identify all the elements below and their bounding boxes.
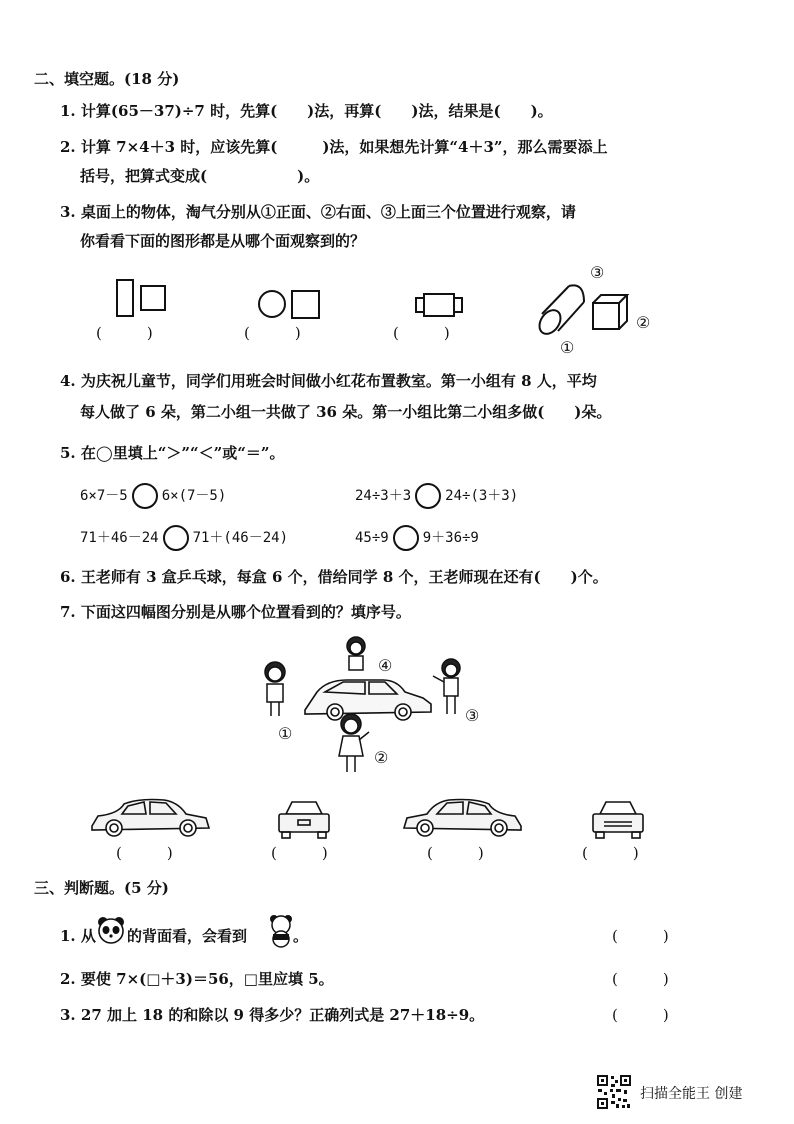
compare-right: 6×(7－5) bbox=[161, 488, 227, 504]
question-3-text-line2: 你看看下面的图形都是从哪个面观察到的？ bbox=[80, 232, 366, 250]
compare-circle[interactable] bbox=[132, 483, 158, 509]
question-5-number: 5. bbox=[60, 444, 76, 462]
label-front-view: ① bbox=[560, 338, 575, 357]
judge-3-answer[interactable]: ( ) bbox=[612, 1006, 669, 1024]
view-figure-2 bbox=[258, 288, 328, 320]
judge-3-text: 27 加上 18 的和除以 9 得多少？正确列式是 27＋18÷9。 bbox=[80, 1006, 485, 1024]
compare-row1-a bbox=[80, 483, 226, 509]
compare-left: 71＋46－24 bbox=[80, 530, 159, 546]
compare-circle[interactable] bbox=[415, 483, 441, 509]
question-2-text-line1: 计算 7×4＋3 时，应该先算( )法，如果想先计算“4＋3”，那么需要添上 bbox=[80, 138, 608, 156]
section-2-title: 二、填空题。(18 分) bbox=[34, 70, 180, 88]
question-4-text-line1: 为庆祝儿童节，同学们用班会时间做小红花布置教室。第一小组有 8 人，平均 bbox=[80, 372, 597, 390]
judge-1 bbox=[60, 925, 96, 946]
view-figure-1 bbox=[115, 278, 175, 318]
question-6-text: 王老师有 3 盒乒乓球，每盒 6 个，借给同学 8 个，王老师现在还有( )个。 bbox=[80, 568, 608, 586]
question-2-line1 bbox=[60, 136, 608, 157]
footer-brand-text: 扫描全能王 创建 bbox=[640, 1086, 743, 1102]
label-top-view: ③ bbox=[590, 263, 605, 282]
compare-right: 9＋36÷9 bbox=[422, 530, 479, 546]
car-side-view-1 bbox=[88, 796, 213, 838]
compare-right: 24÷(3＋3) bbox=[445, 488, 519, 504]
judge-2-answer[interactable]: ( ) bbox=[612, 970, 669, 988]
position-label-1: ① bbox=[278, 724, 293, 743]
compare-row2-b bbox=[355, 525, 479, 551]
person-1-icon bbox=[265, 662, 285, 716]
answer-blank-q7-4[interactable]: ( ) bbox=[582, 844, 639, 862]
question-7 bbox=[60, 601, 411, 622]
answer-blank-q7-1[interactable]: ( ) bbox=[116, 844, 173, 862]
position-label-4: ④ bbox=[378, 656, 393, 675]
answer-blank-q7-2[interactable]: ( ) bbox=[271, 844, 328, 862]
judge-2-text: 要使 7×(□＋3)＝56，□里应填 5。 bbox=[80, 970, 334, 988]
answer-blank-q3-3[interactable]: ( ) bbox=[393, 324, 450, 342]
person-2-icon bbox=[339, 714, 369, 772]
car-front-view bbox=[590, 800, 646, 840]
car-side-view-2 bbox=[400, 796, 525, 838]
question-1 bbox=[60, 100, 553, 121]
judge-1-number: 1. bbox=[60, 927, 76, 945]
compare-right: 71＋(46－24) bbox=[192, 530, 289, 546]
question-3-text-line1: 桌面上的物体，淘气分别从①正面、②右面、③上面三个位置进行观察，请 bbox=[80, 203, 576, 221]
judge-3-number: 3. bbox=[60, 1006, 76, 1024]
compare-left: 45÷9 bbox=[355, 530, 389, 546]
person-4-icon bbox=[347, 637, 365, 670]
compare-row2-a bbox=[80, 525, 288, 551]
answer-blank-q3-1[interactable]: ( ) bbox=[96, 324, 153, 342]
objects-figure bbox=[536, 278, 636, 338]
answer-blank-q3-2[interactable]: ( ) bbox=[244, 324, 301, 342]
judge-1-post: 。 bbox=[293, 927, 309, 945]
section-3-title: 三、判断题。(5 分) bbox=[34, 879, 169, 897]
question-5 bbox=[60, 442, 284, 463]
question-2-text-line2: 括号，把算式变成( )。 bbox=[80, 167, 320, 185]
person-3-icon bbox=[433, 659, 460, 714]
question-3-line1 bbox=[60, 201, 576, 222]
question-6-number: 6. bbox=[60, 568, 76, 586]
compare-row1-b bbox=[355, 483, 518, 509]
question-4-text-line2: 每人做了 6 朵，第二小组一共做了 36 朵。第一小组比第二小组多做( )朵。 bbox=[80, 403, 612, 421]
answer-blank-q7-3[interactable]: ( ) bbox=[427, 844, 484, 862]
position-label-2: ② bbox=[374, 748, 389, 767]
panda-back-icon bbox=[269, 914, 293, 948]
judge-1-mid: 的背面看，会看到 bbox=[127, 927, 248, 945]
car-rear-view bbox=[276, 800, 332, 840]
question-5-text: 在◯里填上“＞”“＜”或“＝”。 bbox=[80, 444, 285, 462]
judge-2-number: 2. bbox=[60, 970, 76, 988]
judge-3 bbox=[60, 1004, 484, 1025]
panda-front-icon bbox=[96, 916, 126, 946]
judge-1-answer[interactable]: ( ) bbox=[612, 927, 669, 945]
judge-1-pre: 从 bbox=[80, 927, 96, 945]
compare-circle[interactable] bbox=[163, 525, 189, 551]
question-7-text: 下面这四幅图分别是从哪个位置看到的？填序号。 bbox=[80, 603, 411, 621]
question-4-line1 bbox=[60, 370, 597, 391]
question-7-number: 7. bbox=[60, 603, 76, 621]
question-3-number: 3. bbox=[60, 203, 76, 221]
compare-left: 24÷3＋3 bbox=[355, 488, 412, 504]
qr-code-icon bbox=[596, 1074, 632, 1110]
compare-left: 6×7－5 bbox=[80, 488, 128, 504]
label-right-view: ② bbox=[636, 313, 651, 332]
question-2-number: 2. bbox=[60, 138, 76, 156]
question-4-number: 4. bbox=[60, 372, 76, 390]
question-6 bbox=[60, 566, 608, 587]
position-label-3: ③ bbox=[465, 706, 480, 725]
question-1-number: 1. bbox=[60, 102, 76, 120]
view-figure-3 bbox=[414, 292, 470, 318]
compare-circle[interactable] bbox=[393, 525, 419, 551]
question-1-text: 计算(65－37)÷7 时，先算( )法，再算( )法，结果是( )。 bbox=[80, 102, 553, 120]
judge-2 bbox=[60, 968, 334, 989]
